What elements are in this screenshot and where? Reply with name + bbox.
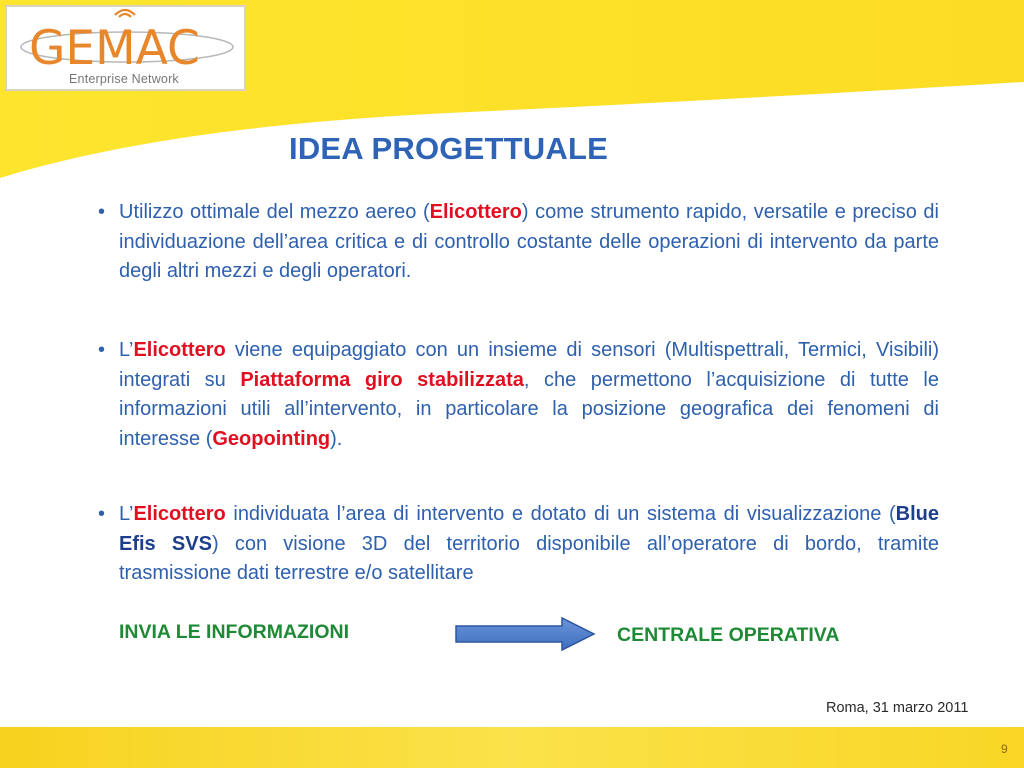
bullet-item xyxy=(98,336,939,454)
highlight-term: Elicottero xyxy=(429,201,522,223)
slide-date: Roma, 31 marzo 2011 xyxy=(826,700,969,716)
flow-destination-label: CENTRALE OPERATIVA xyxy=(617,624,840,646)
bullet-text: L’Elicottero individuata l’area di intervento e dotato di un sistema di visualizzazione (Blue Efis SVS) con visione 3D del territorio disponibile all’operatore di bordo, tramite trasmissione dati terrestre e/o satellitare xyxy=(119,503,939,584)
company-logo xyxy=(5,5,246,91)
bullet-marker: • xyxy=(98,339,106,361)
bullet-marker: • xyxy=(98,201,106,223)
bullet-item xyxy=(98,500,939,589)
bullet-text: Utilizzo ottimale del mezzo aereo (Elicottero) come strumento rapido, versatile e preciso di individuazione dell’area critica e di controllo costante delle operazioni di intervento da parte degli altri mezzi e degli operatori. xyxy=(119,201,939,282)
right-arrow-icon xyxy=(452,615,598,653)
page-number: 9 xyxy=(1001,742,1008,756)
highlight-term: Blue Efis SVS xyxy=(119,503,939,555)
footer-band xyxy=(0,727,1024,768)
flow-source-label: INVIA LE INFORMAZIONI xyxy=(119,621,350,643)
slide-title: IDEA PROGETTUALE xyxy=(289,131,608,166)
logo-wordmark: GEMAC xyxy=(29,21,200,76)
highlight-term: Elicottero xyxy=(133,339,226,361)
bullet-text: L’Elicottero viene equipaggiato con un insieme di sensori (Multispettrali, Termici, Visibili) integrati su Piattaforma giro stabilizzata, che permettono l’acquisizione di tutte le informazioni utili all’intervento, in particolare la posizione geografica dei fenomeni di interesse (Geopointing). xyxy=(119,339,939,450)
highlight-term: Piattaforma giro stabilizzata xyxy=(240,368,524,391)
bullet-item xyxy=(98,198,939,287)
highlight-term: Geopointing xyxy=(212,427,331,450)
highlight-term: Elicottero xyxy=(133,503,226,525)
logo-tagline: Enterprise Network xyxy=(69,72,179,86)
bullet-marker: • xyxy=(98,503,106,525)
